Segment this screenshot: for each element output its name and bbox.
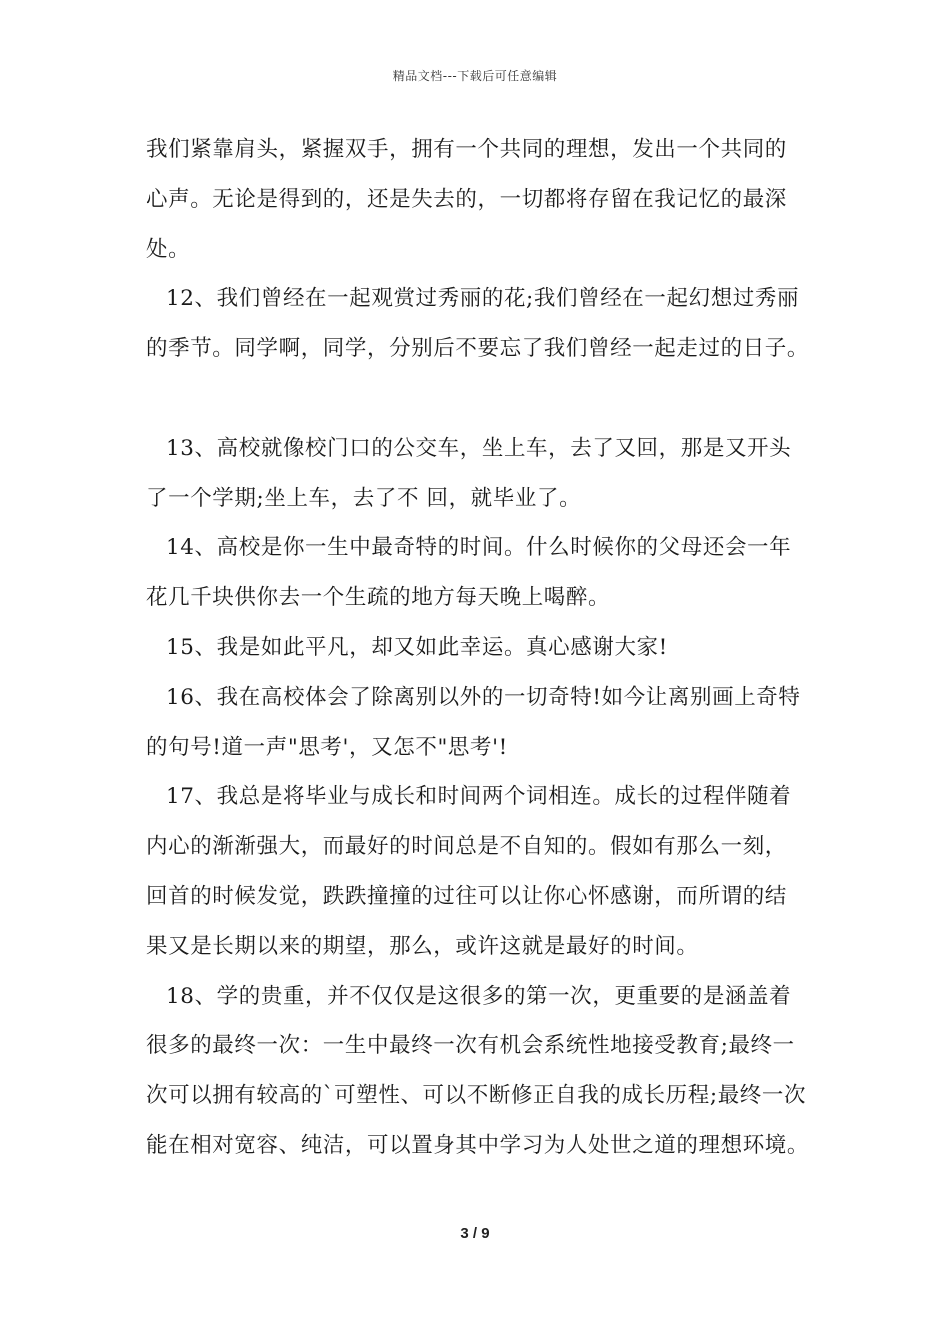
text-line: 果又是长期以来的期望，那么，或许这就是最好的时间。 xyxy=(146,933,699,959)
text-line: 我们紧靠肩头，紧握双手，拥有一个共同的理想，发出一个共同的 xyxy=(146,137,787,162)
text-line: 了一个学期;坐上车，去了不 回，就毕业了。 xyxy=(146,485,582,511)
paragraph-gap xyxy=(146,374,822,424)
paragraph-14-start: 14、高校是你一生中最奇特的时间。什么时候你的父母还会一年 xyxy=(166,535,792,561)
paragraph-15: 15、我是如此平凡，却又如此幸运。真心感谢大家! xyxy=(166,634,668,660)
text-line: 回首的时候发觉，跌跌撞撞的过往可以让你心怀感谢，而所谓的结 xyxy=(146,883,787,909)
paragraph-12-start: 12、我们曾经在一起观赏过秀丽的花;我们曾经在一起幻想过秀丽 xyxy=(166,286,800,312)
text-line: 心声。无论是得到的，还是失去的，一切都将存留在我记忆的最深 xyxy=(146,186,787,212)
text-line: 花几千块供你去一个生疏的地方每天晚上喝醉。 xyxy=(146,585,611,611)
page-header: 精品文档---下载后可任意编辑 xyxy=(392,69,558,83)
text-line: 的季节。同学啊，同学，分别后不要忘了我们曾经一起走过的日子。 xyxy=(146,336,810,362)
text-line: 处。 xyxy=(146,236,191,262)
document-body xyxy=(146,125,822,1171)
text-line: 能在相对宽容、纯洁，可以置身其中学习为人处世之道的理想环境。 xyxy=(146,1132,810,1158)
paragraph-18-start: 18、学的贵重，并不仅仅是这很多的第一次，更重要的是涵盖着 xyxy=(166,983,792,1009)
text-line: 内心的渐渐强大，而最好的时间总是不自知的。假如有那么一刻， xyxy=(146,834,787,860)
paragraph-13-start: 13、高校就像校门口的公交车，坐上车，去了又回，那是又开头 xyxy=(166,435,792,461)
page-number: 3 / 9 xyxy=(460,1225,490,1242)
text-line: 很多的最终一次：一生中最终一次有机会系统性地接受教育;最终一 xyxy=(146,1033,795,1059)
paragraph-16-start: 16、我在高校体会了除离别以外的一切奇特!如今让离别画上奇特 xyxy=(166,684,801,710)
paragraph-17-start: 17、我总是将毕业与成长和时间两个词相连。成长的过程伴随着 xyxy=(166,784,792,810)
text-line: 的句号!道一声"思考'，又怎不"思考'! xyxy=(146,734,508,760)
text-line: 次可以拥有较高的`可塑性、可以不断修正自我的成长历程;最终一次 xyxy=(146,1083,807,1109)
